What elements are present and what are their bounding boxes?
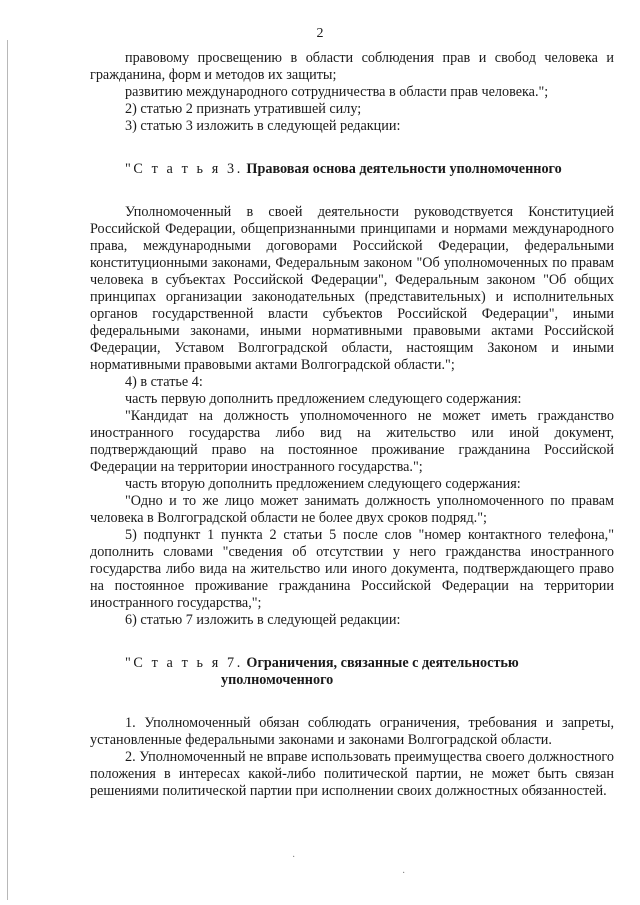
paragraph: "Одно и то же лицо может занимать должность уполномоченного по правам человека в Волгоградской области не более двух сроков подряд.";: [90, 493, 614, 526]
scan-speck: ·: [292, 852, 296, 863]
paragraph: 2) статью 2 признать утратившей силу;: [125, 101, 362, 117]
paragraph: 1. Уполномоченный обязан соблюдать ограничения, требования и запреты, установленные федеральными законами и законами Волгоградской области.: [90, 715, 614, 748]
article-3-heading: [90, 161, 614, 178]
paragraph: часть первую дополнить предложением следующего содержания:: [125, 391, 522, 407]
scan-edge-line: [7, 40, 8, 900]
article-3-title: Правовая основа деятельности уполномоченного: [246, 161, 562, 177]
article-3-prefix: "С т а т ь я 3.: [125, 161, 243, 177]
paragraph: 4) в статье 4:: [125, 374, 203, 390]
paragraph: 5) подпункт 1 пункта 2 статьи 5 после слов "номер контактного телефона," дополнить словами "сведения об отсутствии у него гражданства иностранного государства либо вида на жительство или иного документа, подтверждающего право на постоянное проживание гражданина Российской Федерации на территории иностранного государства,";: [90, 527, 614, 611]
paragraph: 2. Уполномоченный не вправе использовать преимущества своего должностного положения в интересах какой-либо политической партии, не может быть связан решениями политической партии при исполнении своих должностных обязанностей.: [90, 749, 614, 799]
paragraph: часть вторую дополнить предложением следующего содержания:: [125, 476, 521, 492]
paragraph: развитию международного сотрудничества в области прав человека.";: [125, 84, 549, 100]
article-7-title-line1: Ограничения, связанные с деятельностью: [246, 655, 519, 671]
article-7-title-line2: уполномоченного: [221, 672, 334, 688]
page-number: 2: [316, 26, 324, 41]
scan-speck: ·: [402, 868, 406, 879]
document-body: [90, 50, 614, 800]
paragraph: 6) статью 7 изложить в следующей редакции:: [125, 612, 401, 628]
article-7-heading: [90, 655, 614, 689]
paragraph: Уполномоченный в своей деятельности руководствуется Конституцией Российской Федерации, общепризнанными принципами и нормами международного права, международными договорами Российской Федерации, федеральными конституционными законами, Федеральным законом "Об уполномоченных по правам человека в субъектах Российской Федерации", Федеральным законом "Об общих принципах организации законодательных (представительных) и исполнительных органов государственной власти субъектов Российской Федерации", иными федеральными законами, иными нормативными правовыми актами Российской Федерации, Уставом Волгоградской области, настоящим Законом и иными нормативными правовыми актами Волгоградской области.";: [90, 204, 614, 373]
paragraph: 3) статью 3 изложить в следующей редакции:: [125, 118, 401, 134]
article-7-prefix: "С т а т ь я 7.: [125, 655, 243, 671]
paragraph: правовому просвещению в области соблюдения прав и свобод человека и гражданина, форм и методов их защиты;: [90, 50, 614, 83]
paragraph: "Кандидат на должность уполномоченного не может иметь гражданство иностранного государства либо вид на жительство или иной документ, подтверждающий право на постоянное проживание гражданина Российской Федерации на территории иностранного государства.";: [90, 408, 614, 475]
